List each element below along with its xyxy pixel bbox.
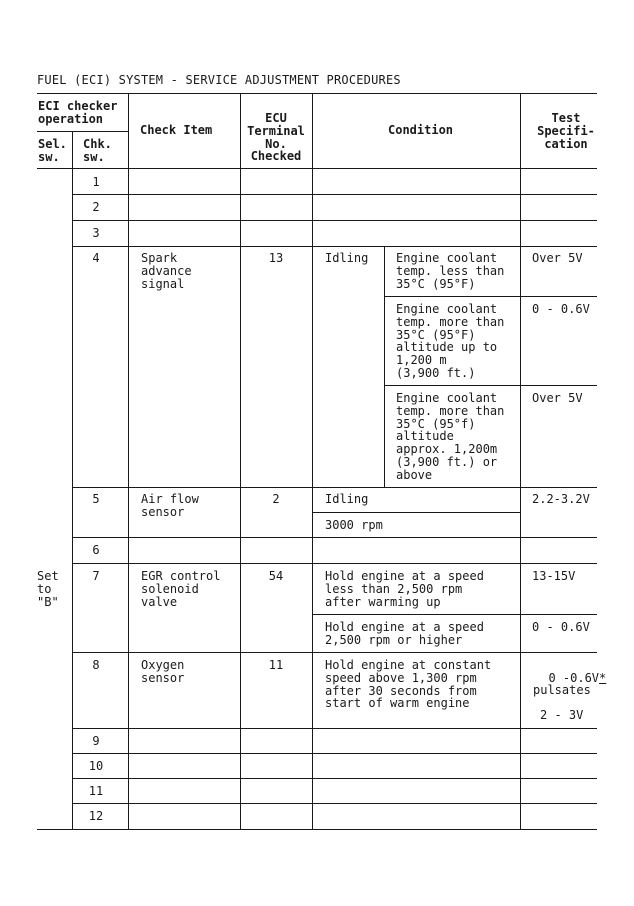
check-item-air-flow: Air flow sensor	[141, 492, 199, 519]
row-line	[72, 487, 597, 488]
chk-number: 3	[92, 226, 100, 240]
header-split-line	[37, 131, 128, 132]
condition-text: Idling	[325, 492, 369, 506]
chk-number: 2	[92, 200, 100, 214]
condition-text: Hold engine at a speed 2,500 rpm or higher	[325, 620, 484, 647]
chk-number: 10	[88, 759, 104, 773]
chk-number: 11	[88, 784, 104, 798]
vline-item-ecu	[240, 93, 241, 830]
row-line	[72, 652, 597, 653]
subrow-line	[312, 512, 521, 513]
header-check-item: Check Item	[140, 123, 213, 137]
condition-sub: Engine coolant temp. more than 35°C (95°f) altitude approx. 1,200m (3,900 ft.) or above	[396, 391, 505, 482]
header-condition: Condition	[388, 123, 454, 137]
vline-chk-item	[128, 93, 129, 830]
test-spec-value: 2 - 3V	[540, 708, 584, 722]
row-line	[72, 728, 597, 729]
condition-sub: Engine coolant temp. less than 35°C (95°F)	[396, 251, 505, 291]
ecu-terminal-value: 13	[268, 251, 284, 265]
ecu-terminal-value: 2	[272, 492, 280, 506]
footnote-mark: *	[599, 670, 607, 685]
row-line	[72, 537, 597, 538]
chk-number: 1	[92, 175, 100, 189]
chk-number: 7	[92, 569, 100, 583]
test-spec-value: 0 - 0.6V	[532, 302, 590, 316]
row-line	[72, 194, 597, 195]
header-ecu-terminal: ECU Terminal No. Checked	[247, 111, 305, 164]
check-item-egr: EGR control solenoid valve	[141, 569, 221, 609]
table-top-border	[37, 93, 597, 94]
condition-text: Hold engine at a speed less than 2,500 rpm after warming up	[325, 569, 484, 609]
header-bottom-border	[37, 168, 597, 169]
vline-cond4-sub	[384, 246, 385, 487]
row-line	[72, 220, 597, 221]
test-spec-value: pulsates	[533, 683, 591, 697]
test-spec-value: 2.2-3.2V	[532, 492, 590, 506]
header-eci-checker: ECI checker operation	[38, 99, 118, 126]
vline-cond-spec	[520, 93, 521, 830]
document-title: FUEL (ECI) SYSTEM - SERVICE ADJUSTMENT PROCEDURES	[37, 73, 401, 87]
chk-number: 8	[92, 658, 100, 672]
row-line	[72, 753, 597, 754]
test-spec-value: 0 - 0.6V	[532, 620, 590, 634]
header-test-spec: Test Specifi- cation	[537, 111, 595, 151]
row-line	[72, 246, 597, 247]
chk-number: 4	[92, 251, 100, 265]
condition-text: 3000 rpm	[325, 518, 383, 532]
test-spec-value: 13-15V	[532, 569, 576, 583]
ecu-terminal-value: 11	[268, 658, 284, 672]
check-item-spark-advance: Spark advance signal	[141, 251, 192, 291]
condition-text: Hold engine at constant speed above 1,300 rpm after 30 seconds from start of warm engine	[325, 658, 492, 711]
subrow-line	[384, 296, 597, 297]
chk-number: 6	[92, 543, 100, 557]
test-spec-value: Over 5V	[532, 251, 583, 265]
row-line	[72, 563, 597, 564]
subrow-line	[312, 614, 597, 615]
row-line	[72, 778, 597, 779]
test-spec-value: Over 5V	[532, 391, 583, 405]
row-line	[72, 803, 597, 804]
header-sel-sw: Sel. sw.	[38, 137, 67, 164]
condition-main: Idling	[325, 251, 369, 265]
check-item-oxygen: Oxygen sensor	[141, 658, 185, 685]
test-spec-value	[534, 659, 606, 685]
subrow-line	[384, 385, 597, 386]
sel-switch-value: Set to "B"	[37, 569, 59, 609]
chk-number: 9	[92, 734, 100, 748]
ecu-terminal-value: 54	[268, 569, 284, 583]
chk-number: 12	[88, 809, 104, 823]
chk-number: 5	[92, 492, 100, 506]
condition-sub: Engine coolant temp. more than 35°C (95°F) altitude up to 1,200 m (3,900 ft.)	[396, 302, 505, 380]
table-bottom-border	[37, 829, 597, 830]
header-chk-sw: Chk. sw.	[83, 137, 112, 164]
vline-ecu-cond	[312, 93, 313, 830]
spec-line: 0 -0.6V	[548, 670, 600, 685]
